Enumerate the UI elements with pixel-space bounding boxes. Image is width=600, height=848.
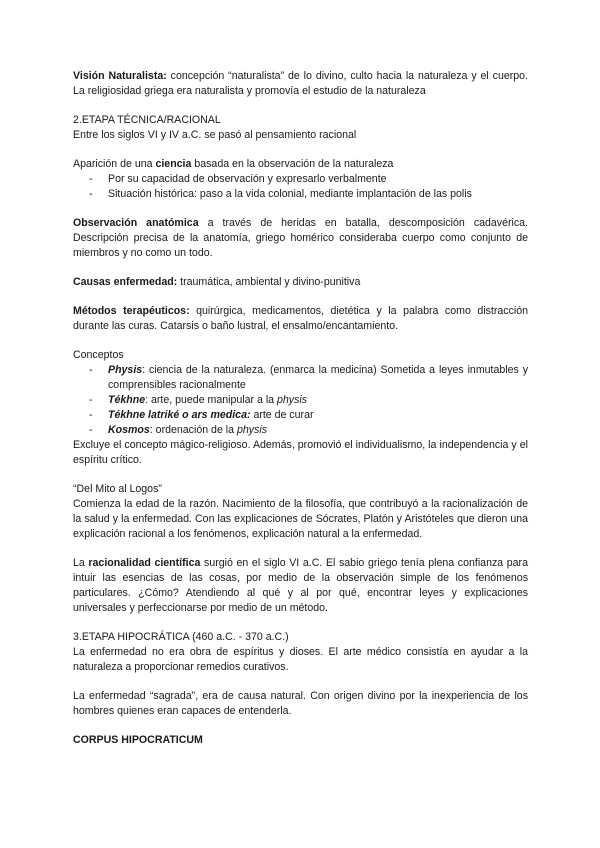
metodos-term: Métodos terapéuticos: [73, 305, 190, 317]
vision-naturalista-term: Visión Naturalista: [73, 70, 167, 82]
enfermedad-sagrada-paragraph: La enfermedad “sagrada”, era de causa natural. Con origen divino por la inexperiencia de los hombres quienes eran capaces de entenderla. [73, 690, 528, 717]
observacion-term: Observación anatómica [73, 217, 199, 229]
list-item [73, 423, 528, 438]
list-item-text: Situación histórica: paso a la vida colonial, mediante implantación de las polis [108, 188, 472, 200]
dash-bullet: - [89, 188, 93, 200]
etapa-3-paragraph: La enfermedad no era obra de espíritus y dioses. El arte médico consistía en ayudar a la naturaleza a proporcionar remedios curativos. [73, 646, 528, 673]
dash-bullet: - [89, 173, 93, 185]
list-item-text: Por su capacidad de observación y expresarlo verbalmente [108, 173, 387, 185]
concept-text: : arte, puede manipular a la [145, 394, 278, 406]
conceptos-after-paragraph: Excluye el concepto mágico-religioso. Además, promovió el individualismo, la independencia y el espíritu crítico. [73, 439, 528, 466]
concept-term: Kosmos [108, 424, 150, 436]
list-item [73, 363, 528, 393]
vision-naturalista-text: concepción “naturalista” de lo divino, culto hacia la naturaleza y el cuerpo. La religiosidad griega era naturalista y promovía el estudio de la naturaleza [73, 70, 528, 97]
causas-term: Causas enfermedad: [73, 276, 178, 288]
document-page [73, 69, 528, 748]
list-item [73, 172, 528, 187]
racionalidad-term: racionalidad científica [88, 557, 201, 569]
concept-text: : ciencia de la naturaleza. (enmarca la medicina) Sometida a leyes inmutables y comprensibles racionalmente [108, 364, 528, 391]
mito-heading: “Del Mito al Logos” [73, 483, 162, 495]
racionalidad-paragraph [73, 556, 528, 616]
conceptos-heading: Conceptos [73, 349, 124, 361]
vision-naturalista-paragraph [73, 69, 528, 99]
dash-bullet: - [89, 364, 93, 376]
concept-term: Tékhne [108, 394, 146, 406]
dash-bullet: - [89, 424, 93, 436]
metodos-paragraph [73, 304, 528, 334]
observacion-text: a través de heridas en batalla, descomposición cadavérica. Descripción precisa de la anatomía, griego homérico consideraba cuerpo como conjunto de miembros y no como un todo. [73, 217, 528, 259]
etapa-3-heading: 3.ETAPA HIPOCRÁTICA (460 a.C. - 370 a.C.) [73, 631, 289, 643]
corpus-heading-text: CORPUS HIPOCRATICUM [73, 734, 203, 746]
concept-tail: physis [236, 424, 267, 436]
ciencia-prefix: Aparición de una [73, 158, 156, 170]
concept-tail: physis [277, 394, 308, 406]
etapa-2-line: Entre los siglos VI y IV a.C. se pasó al pensamiento racional [73, 129, 357, 141]
list-item [73, 408, 528, 423]
ciencia-paragraph [73, 157, 528, 172]
causas-paragraph [73, 275, 528, 290]
conceptos-list [73, 363, 528, 438]
ciencia-suffix: basada en la observación de la naturaleza [191, 158, 394, 170]
concept-term: Tékhne latriké o ars medica: [108, 409, 251, 421]
corpus-heading [73, 733, 528, 748]
racionalidad-prefix: La [73, 557, 89, 569]
etapa-2-heading: 2.ETAPA TÉCNICA/RACIONAL [73, 114, 221, 126]
metodos-text: quirúrgica, medicamentos, dietética y la palabra como distracción durante las curas. Catarsis o baño lustral, el ensalmo/encantamiento. [73, 305, 528, 332]
racionalidad-text: surgió en el siglo VI a.C. El sabio griego tenía plena confianza para intuir las esencias de las cosas, por medio de la observación simple de los fenómenos particulares. ¿Cómo? Atendiendo al qué y al por qué, encontrar leyes y explicaciones universales y perfeccionarse por medio de un método. [73, 557, 528, 614]
list-item [73, 187, 528, 202]
list-item [73, 393, 528, 408]
ciencia-term: ciencia [155, 158, 192, 170]
observacion-paragraph [73, 216, 528, 261]
concept-text: arte de curar [250, 409, 314, 421]
causas-text: traumática, ambiental y divino-punitiva [177, 276, 361, 288]
dash-bullet: - [89, 409, 93, 421]
concept-term: Physis [108, 364, 143, 376]
mito-paragraph: Comienza la edad de la razón. Nacimiento de la filosofía, que contribuyó a la racionalización de la salud y la enfermedad. Con las explicaciones de Sócrates, Platón y Aristóteles que dieron una explicación racional a los fenómenos, explicación natural a la enfermedad. [73, 498, 528, 540]
ciencia-bullet-list [73, 172, 528, 202]
dash-bullet: - [89, 394, 93, 406]
concept-text: : ordenación de la [149, 424, 237, 436]
